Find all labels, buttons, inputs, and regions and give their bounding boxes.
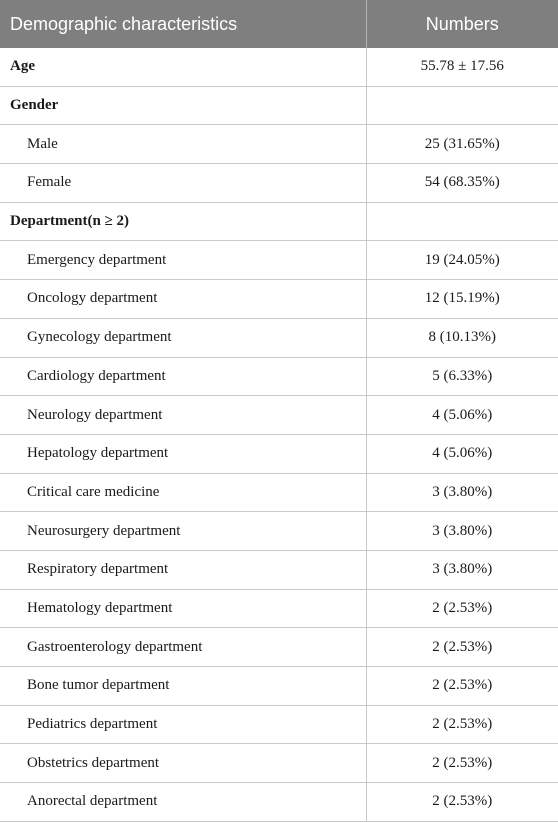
row-value: 3 (3.80%) <box>366 550 558 589</box>
row-label: Gynecology department <box>0 318 366 357</box>
row-label: Bone tumor department <box>0 667 366 706</box>
row-value: 19 (24.05%) <box>366 241 558 280</box>
table-row <box>0 125 558 164</box>
table-row <box>0 202 558 241</box>
row-value: 3 (3.80%) <box>366 512 558 551</box>
table-row <box>0 86 558 125</box>
row-value: 4 (5.06%) <box>366 434 558 473</box>
row-value: 2 (2.53%) <box>366 744 558 783</box>
row-label: Gastroenterology department <box>0 628 366 667</box>
row-label: Hematology department <box>0 589 366 628</box>
row-value: 3 (3.80%) <box>366 473 558 512</box>
row-label: Critical care medicine <box>0 473 366 512</box>
table-body <box>0 48 558 821</box>
row-label: Obstetrics department <box>0 744 366 783</box>
table-row <box>0 48 558 86</box>
table-row <box>0 241 558 280</box>
table-row <box>0 434 558 473</box>
table-header <box>0 0 558 48</box>
table-row <box>0 628 558 667</box>
row-label: Pediatrics department <box>0 705 366 744</box>
row-value: 54 (68.35%) <box>366 164 558 203</box>
row-value: 2 (2.53%) <box>366 589 558 628</box>
row-label: Gender <box>0 86 366 125</box>
row-label: Cardiology department <box>0 357 366 396</box>
table-row <box>0 512 558 551</box>
row-label: Emergency department <box>0 241 366 280</box>
row-label: Neurosurgery department <box>0 512 366 551</box>
row-value: 12 (15.19%) <box>366 280 558 319</box>
table-row <box>0 589 558 628</box>
row-value <box>366 86 558 125</box>
row-label: Respiratory department <box>0 550 366 589</box>
table-row <box>0 357 558 396</box>
table-row <box>0 744 558 783</box>
row-value: 2 (2.53%) <box>366 705 558 744</box>
row-label: Department(n ≥ 2) <box>0 202 366 241</box>
row-value: 4 (5.06%) <box>366 396 558 435</box>
table-row <box>0 550 558 589</box>
row-value: 5 (6.33%) <box>366 357 558 396</box>
row-label: Neurology department <box>0 396 366 435</box>
row-label: Anorectal department <box>0 783 366 822</box>
row-label: Female <box>0 164 366 203</box>
header-row <box>0 0 558 48</box>
table-row <box>0 473 558 512</box>
row-value: 2 (2.53%) <box>366 628 558 667</box>
table-row <box>0 318 558 357</box>
table-row <box>0 396 558 435</box>
row-label: Oncology department <box>0 280 366 319</box>
row-label: Male <box>0 125 366 164</box>
table-row <box>0 164 558 203</box>
row-value: 2 (2.53%) <box>366 783 558 822</box>
row-value: 8 (10.13%) <box>366 318 558 357</box>
table-row <box>0 667 558 706</box>
row-label: Age <box>0 48 366 86</box>
row-value <box>366 202 558 241</box>
row-label: Hepatology department <box>0 434 366 473</box>
table-row <box>0 280 558 319</box>
row-value: 25 (31.65%) <box>366 125 558 164</box>
table-row <box>0 783 558 822</box>
row-value: 55.78 ± 17.56 <box>366 48 558 86</box>
column-header-numbers: Numbers <box>366 0 558 48</box>
column-header-characteristics: Demographic characteristics <box>0 0 366 48</box>
row-value: 2 (2.53%) <box>366 667 558 706</box>
table-row <box>0 705 558 744</box>
